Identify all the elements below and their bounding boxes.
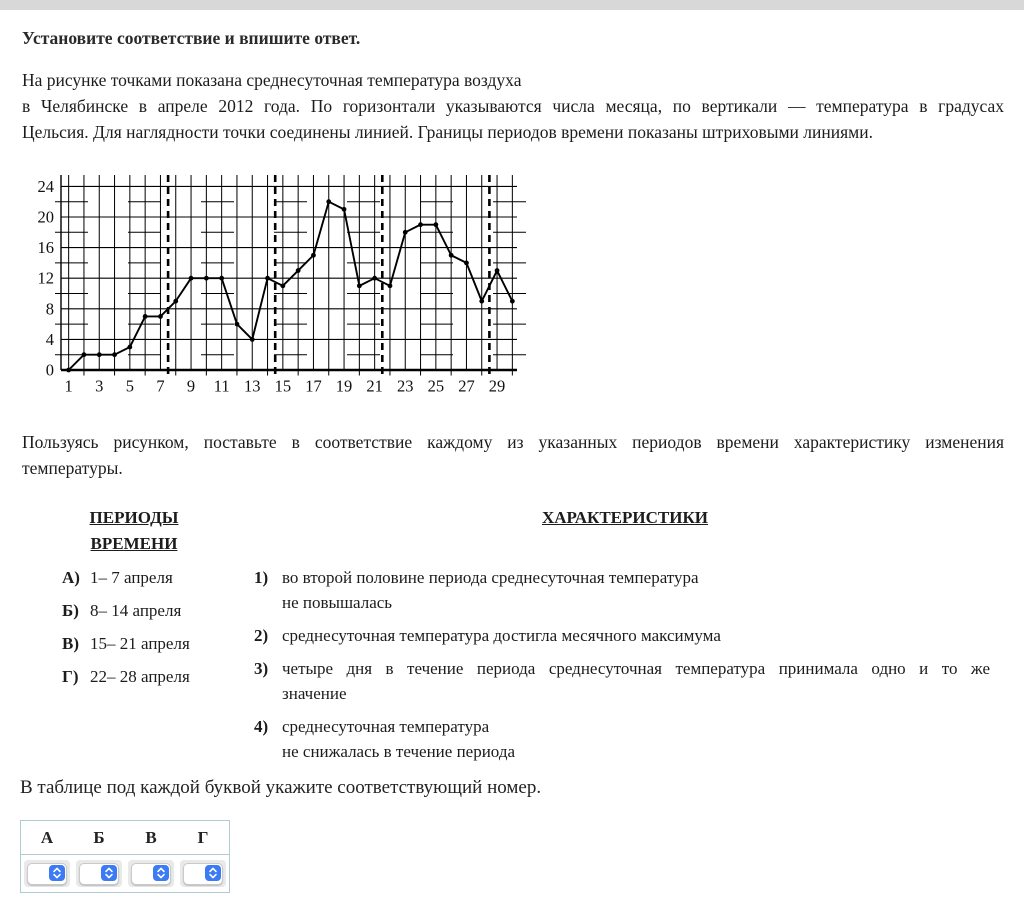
answer-table-body bbox=[21, 855, 229, 892]
svg-text:21: 21 bbox=[366, 376, 383, 396]
select-stepper-icon bbox=[205, 865, 221, 881]
characteristic-3-number: 3) bbox=[254, 659, 269, 678]
temperature-chart bbox=[30, 170, 535, 402]
table-instruction: В таблице под каждой буквой укажите соответствующий номер. bbox=[20, 777, 542, 798]
characteristic-2-line-1: среднесуточная температура достигла месячного максимума bbox=[282, 626, 721, 645]
top-divider-bar bbox=[0, 0, 1024, 10]
period-item-g: Г) 22– 28 апреля bbox=[62, 667, 190, 686]
svg-text:12: 12 bbox=[37, 268, 54, 288]
answer-select-v[interactable] bbox=[128, 860, 174, 887]
characteristic-4-number: 4) bbox=[254, 717, 269, 736]
intro-paragraph bbox=[22, 67, 1004, 145]
select-stepper-icon bbox=[153, 865, 169, 881]
svg-text:16: 16 bbox=[37, 238, 54, 258]
svg-text:7: 7 bbox=[156, 376, 165, 396]
svg-text:20: 20 bbox=[37, 207, 54, 227]
intro-line-2: в Челябинске в апреле 2012 года. По горизонтали указываются числа месяца, по вертикали — температура в градусах bbox=[22, 96, 1004, 116]
select-stepper-icon bbox=[101, 865, 117, 881]
periods-header: ПЕРИОДЫ ВРЕМЕНИ bbox=[89, 508, 179, 553]
svg-text:13: 13 bbox=[244, 376, 261, 396]
svg-text:25: 25 bbox=[427, 376, 445, 396]
answer-select-g[interactable] bbox=[180, 860, 226, 887]
answer-table bbox=[20, 820, 230, 893]
characteristic-3-line-2: значение bbox=[282, 684, 347, 703]
period-item-b: Б) 8– 14 апреля bbox=[62, 601, 182, 620]
select-stepper-icon bbox=[49, 865, 65, 881]
svg-text:11: 11 bbox=[213, 376, 230, 396]
svg-text:0: 0 bbox=[45, 360, 54, 380]
answer-column-a: А bbox=[40, 828, 54, 847]
task-line-2: температуры. bbox=[22, 458, 123, 478]
svg-text:29: 29 bbox=[488, 376, 506, 396]
svg-text:8: 8 bbox=[45, 299, 54, 319]
characteristics-header: ХАРАКТЕРИСТИКИ bbox=[541, 508, 709, 527]
intro-line-3: Цельсия. Для наглядности точки соединены линией. Границы периодов времени показаны штриховыми линиями. bbox=[22, 122, 873, 142]
characteristic-2-number: 2) bbox=[254, 626, 269, 645]
answer-table-header bbox=[21, 821, 229, 855]
characteristic-1-line-2: не повышалась bbox=[282, 593, 393, 612]
task-line-1: Пользуясь рисунком, поставьте в соответствие каждому из указанных периодов времени характеристику изменения bbox=[22, 432, 1004, 452]
characteristic-3-line-1: четыре дня в течение периода среднесуточная температура принимала одно и то же bbox=[282, 659, 990, 678]
characteristic-4-line-1: среднесуточная температура bbox=[282, 717, 490, 736]
svg-text:5: 5 bbox=[125, 376, 134, 396]
answer-select-a[interactable] bbox=[24, 860, 70, 887]
page-title: Установите соответствие и впишите ответ. bbox=[22, 28, 361, 48]
svg-text:23: 23 bbox=[397, 376, 414, 396]
period-item-a: А) 1– 7 апреля bbox=[62, 568, 173, 587]
characteristic-4-line-2: не снижалась в течение периода bbox=[282, 742, 516, 761]
svg-text:27: 27 bbox=[458, 376, 475, 396]
period-item-v: В) 15– 21 апреля bbox=[62, 634, 190, 653]
svg-text:1: 1 bbox=[64, 376, 73, 396]
svg-text:15: 15 bbox=[274, 376, 292, 396]
svg-text:17: 17 bbox=[305, 376, 322, 396]
svg-text:19: 19 bbox=[335, 376, 353, 396]
answer-column-v: В bbox=[145, 828, 157, 847]
task-paragraph bbox=[22, 429, 1004, 481]
svg-text:4: 4 bbox=[45, 329, 54, 349]
answer-column-b: Б bbox=[93, 828, 105, 847]
answer-select-b[interactable] bbox=[76, 860, 122, 887]
characteristic-1-line-1: во второй половине периода среднесуточная температура bbox=[282, 568, 699, 587]
intro-line-1: На рисунке точками показана среднесуточная температура воздуха bbox=[22, 70, 522, 90]
svg-text:9: 9 bbox=[186, 376, 196, 396]
characteristic-1-number: 1) bbox=[254, 568, 269, 587]
svg-text:24: 24 bbox=[37, 176, 54, 196]
svg-text:3: 3 bbox=[95, 376, 104, 396]
answer-column-g: Г bbox=[197, 828, 209, 847]
